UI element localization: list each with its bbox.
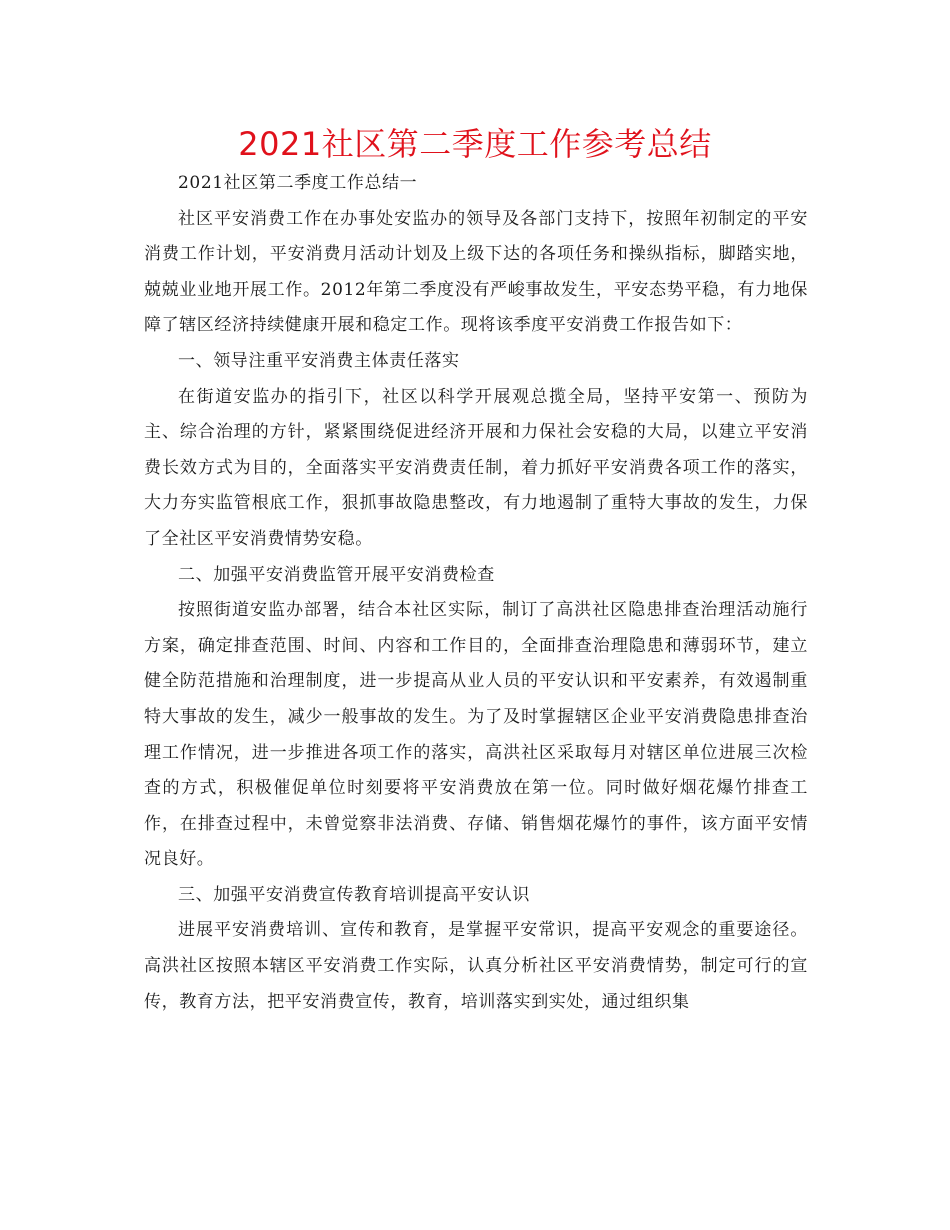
section-heading-1: 一、领导注重平安消费主体责任落实	[178, 350, 460, 371]
section-paragraph-1: 在街道安监办的指引下，社区以科学开展观总揽全局，坚持平安第一、预防为主、综合治理的方针，紧紧围绕促进经济开展和力保社会安稳的大局，以建立平安消费长效方式为目的，全面落实平安消费责任制，着力抓好平安消费各项工作的落实，大力夯实监管根底工作，狠抓事故隐患整改，有力地遏制了重特大事故的发生，力保了全社区平安消费情势安稳。	[144, 386, 808, 549]
intro-paragraph: 社区平安消费工作在办事处安监办的领导及各部门支持下，按照年初制定的平安消费工作计划，平安消费月活动计划及上级下达的各项任务和操纵指标，脚踏实地，兢兢业业地开展工作。2012年第二季度没有严峻事故发生，平安态势平稳，有力地保障了辖区经济持续健康开展和稳定工作。现将该季度平安消费工作报告如下：	[144, 208, 808, 336]
section-heading-3: 三、加强平安消费宣传教育培训提高平安认识	[178, 884, 530, 905]
section-paragraph-3: 进展平安消费培训、宣传和教育，是掌握平安常识，提高平安观念的重要途径。高洪社区按照本辖区平安消费工作实际，认真分析社区平安消费情势，制定可行的宣传，教育方法，把平安消费宣传，教育，培训落实到实处，通过组织集	[144, 920, 808, 1012]
document-title: 2021社区第二季度工作参考总结	[238, 125, 712, 163]
subtitle-paragraph: 2021社区第二季度工作总结一	[178, 173, 418, 193]
document-body	[144, 166, 808, 1020]
section-heading-2: 二、加强平安消费监管开展平安消费检查	[178, 564, 495, 585]
section-paragraph-2: 按照街道安监办部署，结合本社区实际，制订了高洪社区隐患排查治理活动施行方案，确定排查范围、时间、内容和工作目的，全面排查治理隐患和薄弱环节，建立健全防范措施和治理制度，进一步提高从业人员的平安认识和平安素养，有效遏制重特大事故的发生，减少一般事故的发生。为了及时掌握辖区企业平安消费隐患排查治理工作情况，进一步推进各项工作的落实，高洪社区采取每月对辖区单位进展三次检查的方式，积极催促单位时刻要将平安消费放在第一位。同时做好烟花爆竹排查工作，在排查过程中，未曾觉察非法消费、存储、销售烟花爆竹的事件，该方面平安情况良好。	[144, 600, 808, 870]
